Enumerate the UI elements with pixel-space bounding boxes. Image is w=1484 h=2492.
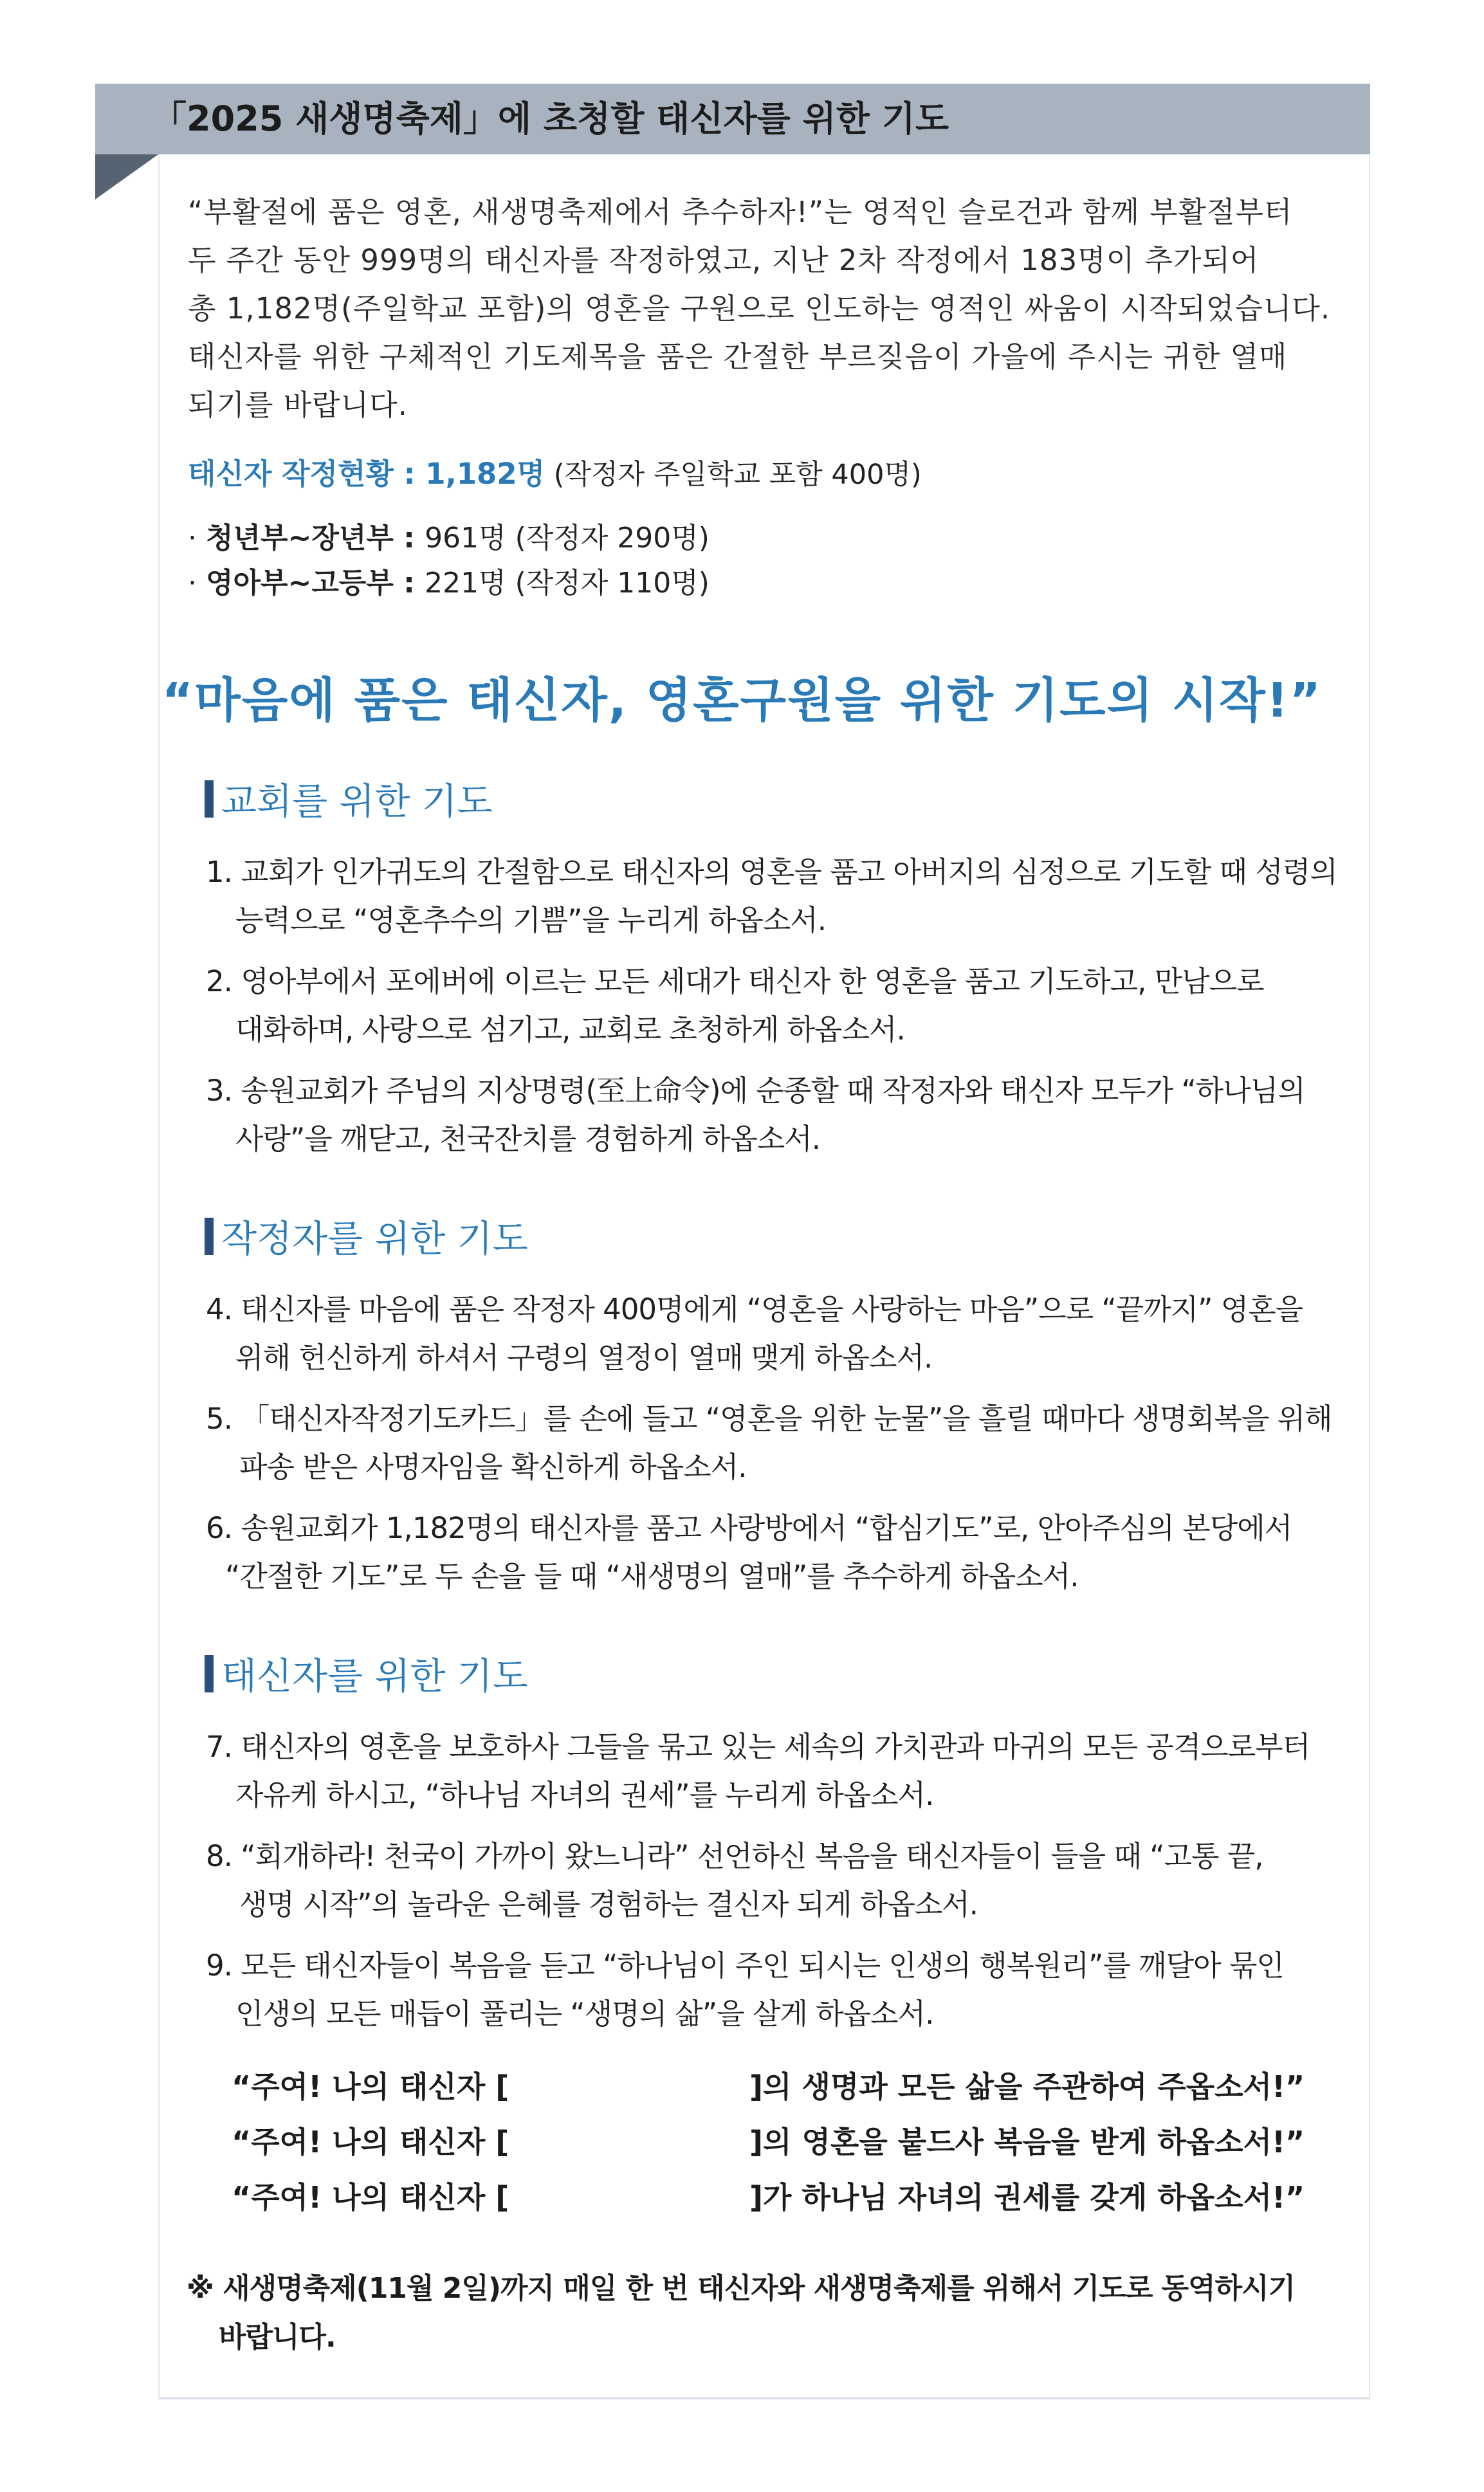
status-item — [188, 515, 710, 556]
prayer-line: 3. 송원교회가 주님의 지상명령(至上命令)에 순종할 때 작정자와 태신자 모두가 “하나님의 — [206, 1074, 1305, 1108]
prayer-line: 7. 태신자의 영혼을 보호하사 그들을 묶고 있는 세속의 가치관과 마귀의 모든 공격으로부터 — [206, 1730, 1310, 1764]
petition-prefix: “주여! 나의 태신자 [ — [232, 2125, 509, 2159]
section-title-prospect — [205, 1647, 528, 1700]
status-item — [188, 560, 710, 601]
petition-prefix: “주여! 나의 태신자 [ — [232, 2069, 509, 2104]
section-title-text: 태신자를 위한 기도 — [221, 1655, 528, 1698]
status-colon: : — [393, 522, 425, 554]
prayer-item-1 — [206, 848, 1357, 944]
prayer-item-4 — [206, 1285, 1357, 1382]
prayer-line: 8. “회개하라! 천국이 가까이 왔느니라” 선언하신 복음을 태신자들이 들을 때 “고통 끝, — [206, 1839, 1263, 1873]
section-title-text: 교회를 위한 기도 — [221, 780, 493, 823]
intro-line: “부활절에 품은 영혼, 새생명축제에서 추수하자!”는 영적인 슬로건과 함께 부활절부터 — [188, 195, 1293, 229]
prayer-line: 9. 모든 태신자들이 복음을 듣고 “하나님이 주인 되시는 인생의 행복원리”를 깨달아 묶인 — [206, 1948, 1284, 1983]
section-bar — [205, 780, 214, 818]
section-title-text: 작정자를 위한 기도 — [221, 1218, 528, 1260]
section-bar — [205, 1655, 214, 1692]
note-line: 바랍니다. — [219, 2321, 336, 2354]
page-title: 「2025 새생명축제」에 초청할 태신자를 위한 기도 — [152, 98, 949, 139]
prayer-line: 4. 태신자를 마음에 품은 작정자 400명에게 “영혼을 사랑하는 마음”으로 “끝까지” 영혼을 — [206, 1292, 1303, 1326]
prayer-line: 대화하며, 사랑으로 섬기고, 교회로 초청하게 하옵소서. — [235, 1012, 905, 1047]
prayer-line: 1. 교회가 인가귀도의 간절함으로 태신자의 영혼을 품고 아버지의 심정으로 기도할 때 성령의 — [206, 855, 1337, 889]
intro-line: 되기를 바랍니다. — [188, 388, 408, 422]
prayer-item-5 — [206, 1395, 1357, 1491]
status-label: 태신자 작정현황 : 1,182명 — [188, 457, 545, 491]
footer-note — [187, 2264, 1344, 2362]
prayer-item-7 — [206, 1723, 1357, 1819]
prayer-line: 사랑”을 깨닫고, 천국잔치를 경험하게 하옵소서. — [235, 1122, 821, 1156]
slogan-heading: “마음에 품은 태신자, 영혼구원을 위한 기도의 시작!” — [161, 673, 1323, 728]
intro-line: 두 주간 동안 999명의 태신자를 작정하였고, 지난 2차 작정에서 183명이 추가되어 — [188, 243, 1260, 277]
status-dept: 영아부~고등부 — [205, 567, 394, 600]
petition-prefix: “주여! 나의 태신자 [ — [232, 2180, 509, 2215]
petition-suffix: ]가 하나님 자녀의 권세를 갖게 하옵소서!” — [749, 2180, 1305, 2215]
header-fold-decoration — [95, 154, 158, 199]
status-dept: 청년부~장년부 — [205, 522, 394, 554]
prayer-line: 2. 영아부에서 포에버에 이르는 모든 세대가 태신자 한 영혼을 품고 기도하고, 만남으로 — [206, 964, 1264, 998]
prayer-line: 생명 시작”의 놀라운 은혜를 경험하는 결신자 되게 하옵소서. — [239, 1887, 978, 1921]
status-value: 961명 (작정자 290명) — [425, 522, 710, 554]
prayer-item-8 — [206, 1832, 1357, 1929]
prayer-line: “간절한 기도”로 두 손을 들 때 “새생명의 열매”를 추수하게 하옵소서. — [225, 1559, 1079, 1593]
status-bullet: · — [188, 522, 206, 554]
prayer-line: 능력으로 “영혼추수의 기쁨”을 누리게 하옵소서. — [235, 903, 827, 937]
intro-line: 태신자를 위한 구체적인 기도제목을 품은 간절한 부르짖음이 가을에 주시는 귀한 열매 — [188, 340, 1288, 374]
prayer-line: 위해 헌신하게 하셔서 구령의 열정이 열매 맺게 하옵소서. — [235, 1341, 933, 1375]
status-colon: : — [393, 567, 425, 600]
prayer-line: 6. 송원교회가 1,182명의 태신자를 품고 사랑방에서 “합심기도”로, 안아주심의 본당에서 — [206, 1511, 1292, 1545]
status-note: (작정자 주일학교 포함 400명) — [545, 459, 922, 491]
prayer-line: 자유케 하시고, “하나님 자녀의 권세”를 누리게 하옵소서. — [235, 1778, 934, 1812]
petition-suffix: ]의 생명과 모든 삶을 주관하여 주옵소서!” — [749, 2069, 1305, 2104]
section-bar — [205, 1218, 214, 1255]
note-line: ※ 새생명축제(11월 2일)까지 매일 한 번 태신자와 새생명축제를 위해서 기도로 동역하시기 — [187, 2272, 1296, 2305]
prayer-line: 파송 받은 사명자임을 확신하게 하옵소서. — [239, 1450, 747, 1484]
section-title-pledger — [205, 1209, 528, 1262]
intro-line: 총 1,182명(주일학교 포함)의 영혼을 구원으로 인도하는 영적인 싸움이 시작되었습니다. — [188, 291, 1331, 325]
prayer-item-2 — [206, 957, 1357, 1054]
prayer-line: 인생의 모든 매듭이 풀리는 “생명의 삶”을 살게 하옵소서. — [235, 1997, 934, 2031]
prayer-item-3 — [206, 1067, 1357, 1163]
intro-paragraph — [188, 188, 1346, 429]
status-bullet: · — [188, 567, 206, 600]
petition-line — [232, 2064, 1305, 2106]
section-title-church — [205, 772, 493, 825]
petition-line — [232, 2119, 1305, 2161]
status-summary — [188, 450, 922, 492]
petition-line — [232, 2174, 1305, 2217]
header-band — [95, 84, 1370, 154]
prayer-line: 5. 「태신자작정기도카드」를 손에 들고 “영혼을 위한 눈물”을 흘릴 때마다 생명회복을 위해 — [206, 1402, 1332, 1436]
prayer-item-6 — [206, 1504, 1357, 1600]
status-value: 221명 (작정자 110명) — [425, 567, 710, 600]
petition-suffix: ]의 영혼을 붙드사 복음을 받게 하옵소서!” — [749, 2125, 1305, 2159]
prayer-item-9 — [206, 1941, 1357, 2038]
